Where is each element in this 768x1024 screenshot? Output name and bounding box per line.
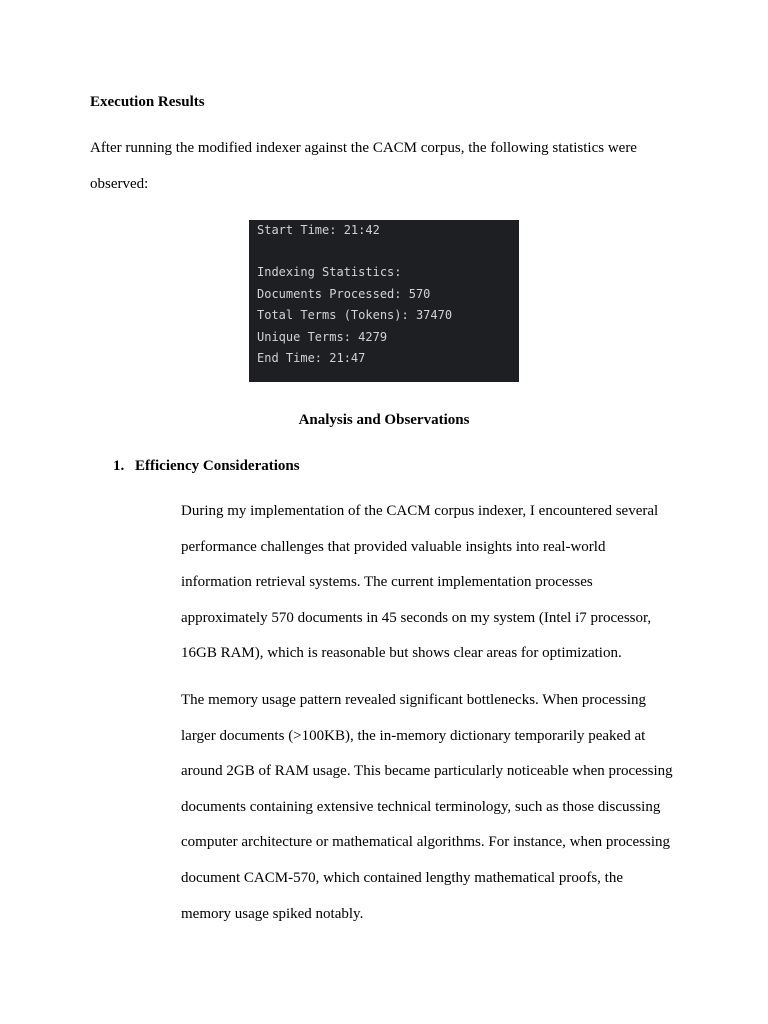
paragraph-line: During my implementation of the CACM corpus indexer, I encountered several <box>181 503 659 519</box>
terminal-line: Documents Processed: 570 <box>257 287 431 301</box>
intro-paragraph <box>90 130 680 202</box>
paragraph-line: 16GB RAM), which is reasonable but shows clear areas for optimization. <box>181 645 622 662</box>
terminal-line: Indexing Statistics: <box>257 265 402 279</box>
paragraph-line: approximately 570 documents in 45 seconds on my system (Intel i7 processor, <box>181 609 652 626</box>
terminal-line: Unique Terms: 4279 <box>257 330 388 344</box>
terminal-line: Total Terms (Tokens): 37470 <box>257 308 453 322</box>
terminal-output-screenshot <box>249 220 519 382</box>
paragraph-line: computer architecture or mathematical algorithms. For instance, when processing <box>181 834 671 851</box>
terminal-line: End Time: 21:47 <box>257 351 366 365</box>
list-number: 1. <box>113 458 125 474</box>
execution-results-heading: Execution Results <box>90 94 205 110</box>
list-item-title: Efficiency Considerations <box>135 458 300 474</box>
paragraph-line: document CACM-570, which contained lengthy mathematical proofs, the <box>181 869 623 886</box>
terminal-line: Start Time: 21:42 <box>257 223 380 237</box>
numbered-list-item <box>113 457 300 475</box>
intro-line-2: observed: <box>90 176 149 192</box>
analysis-heading: Analysis and Observations <box>298 412 470 428</box>
intro-line-1: After running the modified indexer against the CACM corpus, the following statistics were <box>90 140 637 156</box>
paragraph-line: larger documents (>100KB), the in-memory dictionary temporarily peaked at <box>181 727 646 744</box>
paragraph-line: documents containing extensive technical terminology, such as those discussing <box>181 798 661 815</box>
efficiency-paragraph-2 <box>181 683 681 932</box>
paragraph-line: The memory usage pattern revealed significant bottlenecks. When processing <box>181 692 646 708</box>
paragraph-line: memory usage spiked notably. <box>181 905 364 922</box>
paragraph-line: around 2GB of RAM usage. This became particularly noticeable when processing <box>181 763 673 780</box>
paragraph-line: information retrieval systems. The current implementation processes <box>181 574 593 591</box>
paragraph-line: performance challenges that provided valuable insights into real-world <box>181 538 606 555</box>
efficiency-paragraph-1 <box>181 494 681 672</box>
